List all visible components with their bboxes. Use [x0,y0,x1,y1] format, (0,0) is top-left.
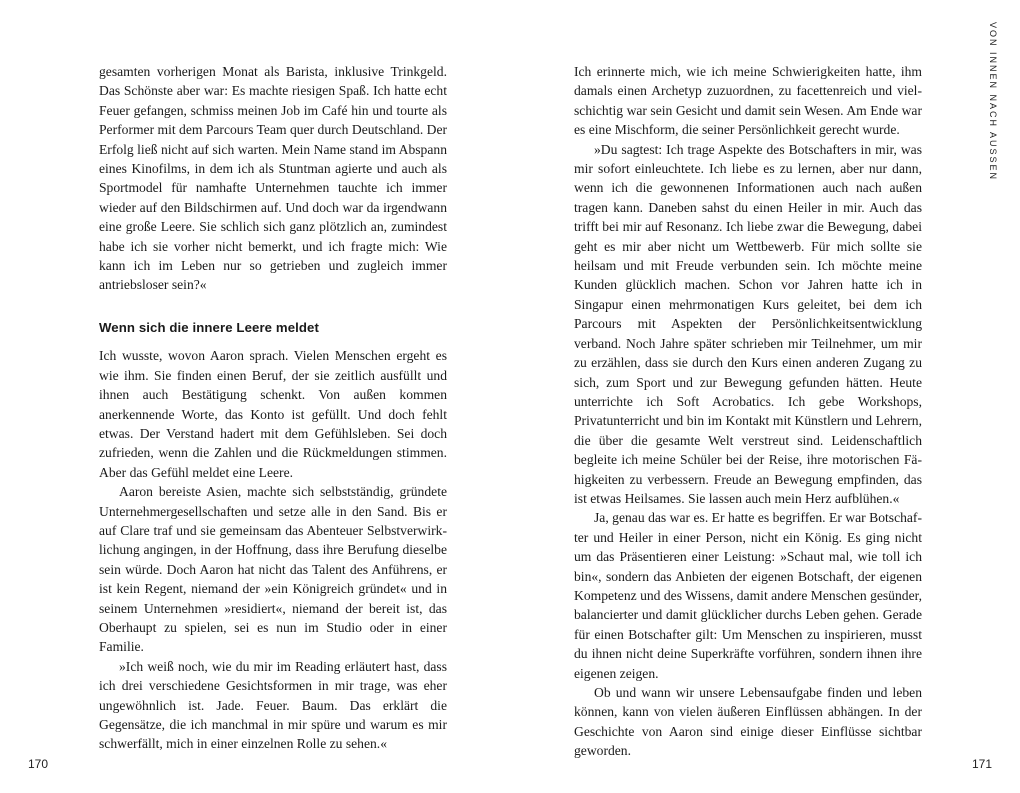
paragraph: Ob und wann wir unsere Lebensaufgabe finden und leben können, kann von vielen äußeren Einflüssen abhängen. In der Geschichte von Aaron sind einige dieser Einflüsse sichtbar geworden. [574,685,922,759]
paragraph: Ja, genau das war es. Er hatte es begriffen. Er war Botschafter und Heiler in einer Person, nicht ein König. Es ging nicht um das Präsentieren einer Leistung: »Schaut mal, wie toll ich bin«, sondern das Anbieten der eigenen Botschaft, der eigenen Kompetenz und des Wissens, damit andere Menschen gesünder, balancierter und damit glücklicher durchs Leben gehen. Gerade für einen Botschafter gilt: Um Menschen zu inspirieren, musst du ihnen nicht deine Superkräfte vorführen, sondern ihnen ihre eigenen zeigen. [574,510,922,681]
right-text-column [574,62,922,761]
paragraph: gesamten vorherigen Monat als Barista, inklusive Trinkgeld. Das Schönste aber war: Es machte riesigen Spaß. Ich hatte echt Feuer gefangen, schmiss meinen Job im Café hin und tourte als Performer mit dem Parcours Team quer durch Deutschland. Der Erfolg ließ nicht auf sich warten. Mein Name stand im Abspann eines Kinofilms, in dem ich als Stuntman agierte und auch als Sportmodel für namhafte Unternehmen tauchte ich immer wieder auf den Bildschirmen auf. Und doch war da irgendwann eine große Leere. Sie schlich sich ganz plötzlich an, zumindest habe ich sie vorher nicht bemerkt, und ich fragte mich: Wie kann ich im Leben nur so getrieben und zugleich immer antriebsloser sein?« [99,64,447,293]
paragraph: »Du sagtest: Ich trage Aspekte des Botschafters in mir, was mir sofort einleuchtete. Ich liebe es zu lernen, aber nur dann, wenn ich die gewonnenen Informationen auch nach außen tragen kann. Daneben sahst du einen Heiler in mir. Auch das trifft bei mir auf Resonanz. Ich liebe zwar die Bewegung, dabei geht es mir aber nicht um Wettbewerb. Für mich sollte sie heilsam und mit Freude verbunden sein. Ich möchte meine Kunden glücklich machen. Schon vor Jahren hatte ich in Singapur einen mehrmonatigen Kurs geleitet, bei dem ich Parcours mit Aspekten der Persönlichkeitsentwicklung verband. Noch Jahre später schrieben mir Teilnehmer, um mir zu erzählen, dass sie durch den Kurs einen anderen Zugang zu sich, zum Sport und zur Bewegung gefunden hätten. Heute unterrichte ich Soft Acrobatics. Ich gebe Workshops, Privatunterricht und bin im Kontakt mit Künstlern und Lehrern, die über die gesamte Welt verstreut sind. Leidenschaftlich begleite ich meine Schüler bei der Reise, ihre motorischen Fähigkeiten zu verbessern. Freude an Bewegung empfinden, das ist etwas Heilsames. Sie lassen auch mein Herz aufblühen.« [574,141,922,506]
running-head: VON INNEN NACH AUSSEN [988,22,998,182]
right-page [510,0,1020,793]
paragraph: Ich wusste, wovon Aaron sprach. Vielen Menschen ergeht es wie ihm. Sie finden einen Beruf, der sie zeitlich ausfüllt und ihnen auch Bestätigung schenkt. Von außen kommen anerkennende Worte, das Konto ist gefüllt. Und doch fehlt etwas. Der Verstand hadert mit dem Gefühlsleben. Sei doch zufrieden, wenn die Zahlen und die Rückmeldungen stimmen. Aber das Gefühl meldet eine Leere. [99,348,447,480]
page-number: 170 [28,757,49,771]
paragraph: Aaron bereiste Asien, machte sich selbstständig, gründete Unternehmergesellschaften und setze alle in den Sand. Bis er auf Clare traf und sie gemeinsam das Abenteuer Selbstverwirklichung angingen, in der Hoffnung, dass ihre Berufung dieselbe sein würde. Doch Aaron hat nicht das Talent des Anführens, er ist kein Regent, niemand der »ein Königreich gründet« und in seinem Unternehmen »residiert«, niemand der bereit ist, das Oberhaupt zu spielen, sei es nun im Studio oder in einer Familie. [99,484,447,655]
paragraph: Ich erinnerte mich, wie ich meine Schwierigkeiten hatte, ihm damals einen Archetyp zuzuordnen, zu facettenreich und vielschichtig war sein Gesicht und damit sein Wesen. Am Ende war es eine Mischform, die seiner Persönlichkeit gerecht wurde. [574,64,922,138]
paragraph: »Ich weiß noch, wie du mir im Reading erläutert hast, dass ich drei verschiedene Gesichtsformen in mir trage, was eher ungewöhnlich ist. Jade. Feuer. Baum. Das erklärt die Gegensätze, die ich manchmal in mir spüre und warum es mir schwerfällt, mich in einer einzelnen Rolle zu sehen.« [99,658,447,752]
page-number: 171 [971,757,992,771]
section-heading: Wenn sich die innere Leere meldet [99,319,319,335]
left-text-column [99,62,447,754]
